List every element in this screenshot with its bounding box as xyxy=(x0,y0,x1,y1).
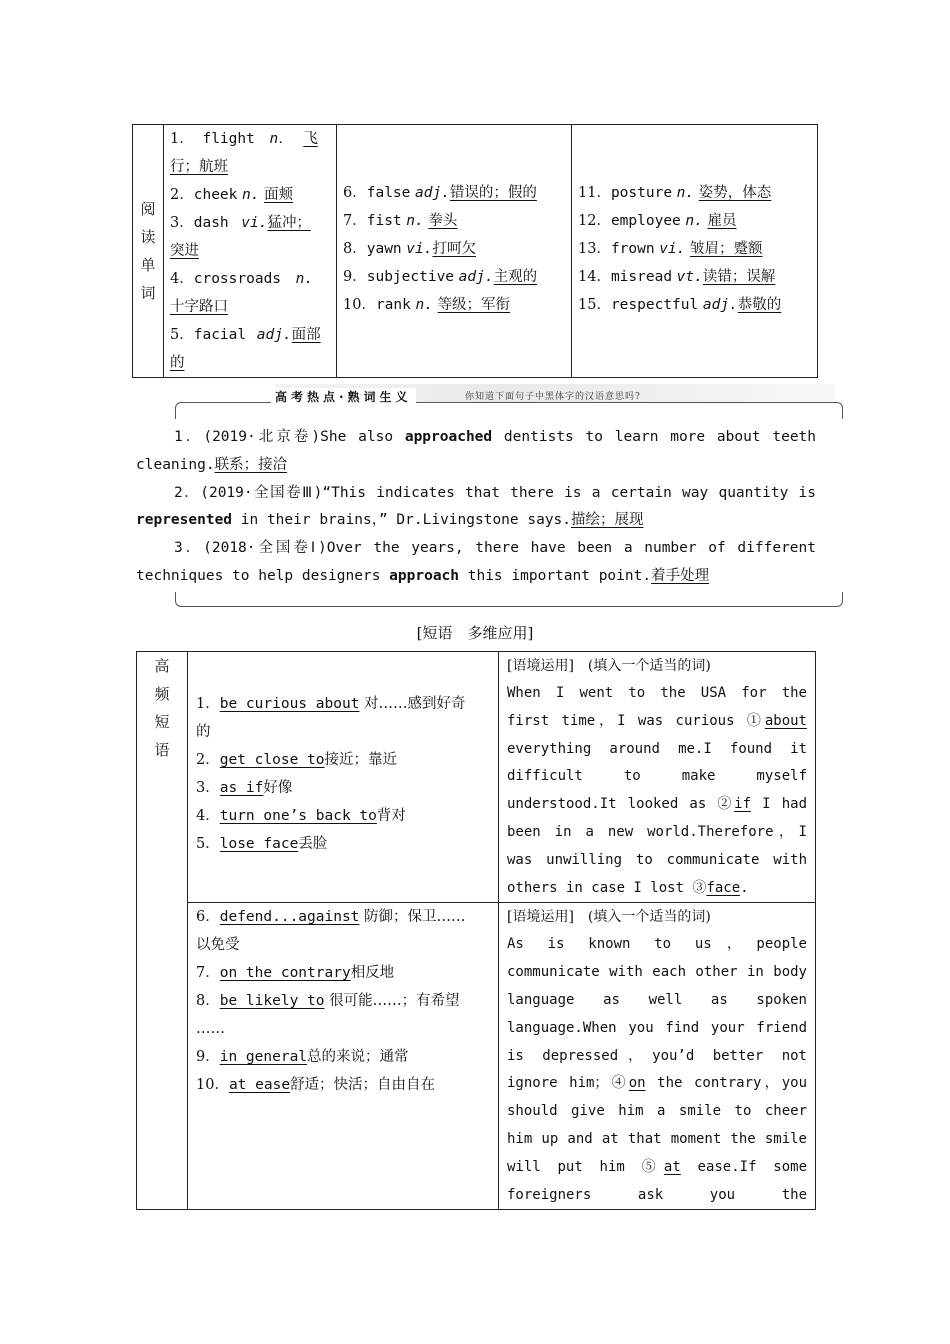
vocab-item: 9．subjective adj.主观的 xyxy=(343,269,538,285)
phrases-side-label: 高 频 短 语 xyxy=(137,652,188,1210)
banner-bottom-frame xyxy=(175,592,843,607)
phrase-item: 8．be likely to 很可能……；有希望 xyxy=(196,993,460,1010)
vocab-item: 15．respectful adj.恭敬的 xyxy=(578,297,782,313)
reading-side-label: 阅 读 单 词 xyxy=(133,125,164,378)
phrases-heading: [短语 多维应用] xyxy=(416,624,534,642)
answer-blank: face xyxy=(706,879,741,896)
answer-blank: if xyxy=(734,796,751,813)
vocab-item: 14．misread vt.读错；误解 xyxy=(578,269,776,285)
phrase-item: 6．defend...against 防御；保卫…… xyxy=(196,909,466,926)
answer-blank: on xyxy=(628,1075,646,1092)
phrase-item: 5．lose face丢脸 xyxy=(196,836,328,852)
vocab-item: 2．cheek n. 面颊 xyxy=(170,187,294,203)
context-passage-1: When I went to the USA for the first time，I was curious ①about everything around me.I found it difficult to make myself understood.It looked as ②if I had been in a new world.Therefore，I was unwilling to communicate with others in case I lost ③face. xyxy=(507,685,807,896)
sentence-2: 2．(2019·全国卷Ⅲ)“This indicates that there is a certain way quantity is represented in their brains，” Dr.Livingstone says.描绘；展现 xyxy=(136,484,817,529)
reading-vocab-table xyxy=(132,124,818,378)
vocab-column-2 xyxy=(337,125,572,378)
phrase-list-1: 1．be curious about 对……感到好奇 的 2．get close to接近；靠近 3．as if好像 4．turn one’s back to背对 5．lose face丢脸 xyxy=(188,652,499,903)
hot-topic-banner xyxy=(175,380,843,420)
banner-title: 高考热点·熟词生义 xyxy=(271,388,416,405)
example-sentences xyxy=(136,424,816,591)
phrase-item: 4．turn one’s back to背对 xyxy=(196,808,406,824)
context-passage-2: As is known to us，people communicate with each other in body language as well as spoken language.When you find your friend is depressed，you’d better not ignore him；④on the contrary，you should give him a smile to cheer him up and at that moment the smile will put him ⑤at ease.If some foreigners ask you the xyxy=(507,936,808,1203)
vocab-item: 1． flight n． 飞 xyxy=(170,131,318,147)
sentence-1: 1．(2019·北京卷)She also approached dentists to learn more about teeth cleaning.联系；接洽 xyxy=(136,429,817,473)
context-practice-1 xyxy=(499,652,816,903)
vocab-item: 10．rank n. 等级；军衔 xyxy=(343,297,511,313)
phrase-item: 9．in general总的来说；通常 xyxy=(196,1049,409,1066)
vocab-column-1: 1． flight n． 飞 行；航班 2．cheek n. 面颊 3．dash vi.猛冲； 突进 4．crossroads n. 十字路口 5．facial adj.面部 的 xyxy=(164,125,337,378)
phrase-item: 10．at ease舒适；快活；自由自在 xyxy=(196,1077,436,1094)
vocab-item: 13．frown vi. 皱眉；蹙额 xyxy=(578,241,763,257)
vocab-item: 12．employee n. 雇员 xyxy=(578,213,737,229)
context-practice-2 xyxy=(499,903,816,1210)
phrase-list-2: 6．defend...against 防御；保卫…… 以免受 7．on the contrary相反地 8．be likely to 很可能……；有希望 …… 9．in general总的来说；通常 10．at ease舒适；快活；自由自在 xyxy=(188,903,499,1210)
vocab-item: 3．dash vi.猛冲； xyxy=(170,215,311,231)
phrases-table xyxy=(136,651,816,1210)
banner-subtitle: 你知道下面句子中黑体字的汉语意思吗? xyxy=(465,392,641,402)
vocab-item: 5．facial adj.面部 xyxy=(170,327,321,343)
phrase-item: 1．be curious about 对……感到好奇 xyxy=(196,696,466,712)
phrase-item: 2．get close to接近；靠近 xyxy=(196,752,397,768)
phrase-item: 3．as if好像 xyxy=(196,780,293,796)
context-label: [语境运用] (填入一个适当的词) xyxy=(507,658,711,674)
vocab-item: 4．crossroads n. xyxy=(170,271,314,287)
answer-blank: about xyxy=(764,712,807,729)
vocab-column-3 xyxy=(572,125,818,378)
answer-blank: at xyxy=(663,1158,681,1175)
vocab-item: 7．fist n. 拳头 xyxy=(343,213,458,229)
phrase-item: 7．on the contrary相反地 xyxy=(196,965,395,982)
vocab-item: 11．posture n. 姿势，体态 xyxy=(578,185,772,201)
vocab-item: 8．yawn vi.打呵欠 xyxy=(343,241,476,257)
context-label: [语境运用] (填入一个适当的词) xyxy=(507,909,711,926)
vocab-item: 6．false adj.错误的；假的 xyxy=(343,185,537,201)
sentence-3: 3．(2018·全国卷Ⅰ)Over the years, there have been a number of different techniques to help designers approach this important point.着手处理 xyxy=(136,540,817,584)
